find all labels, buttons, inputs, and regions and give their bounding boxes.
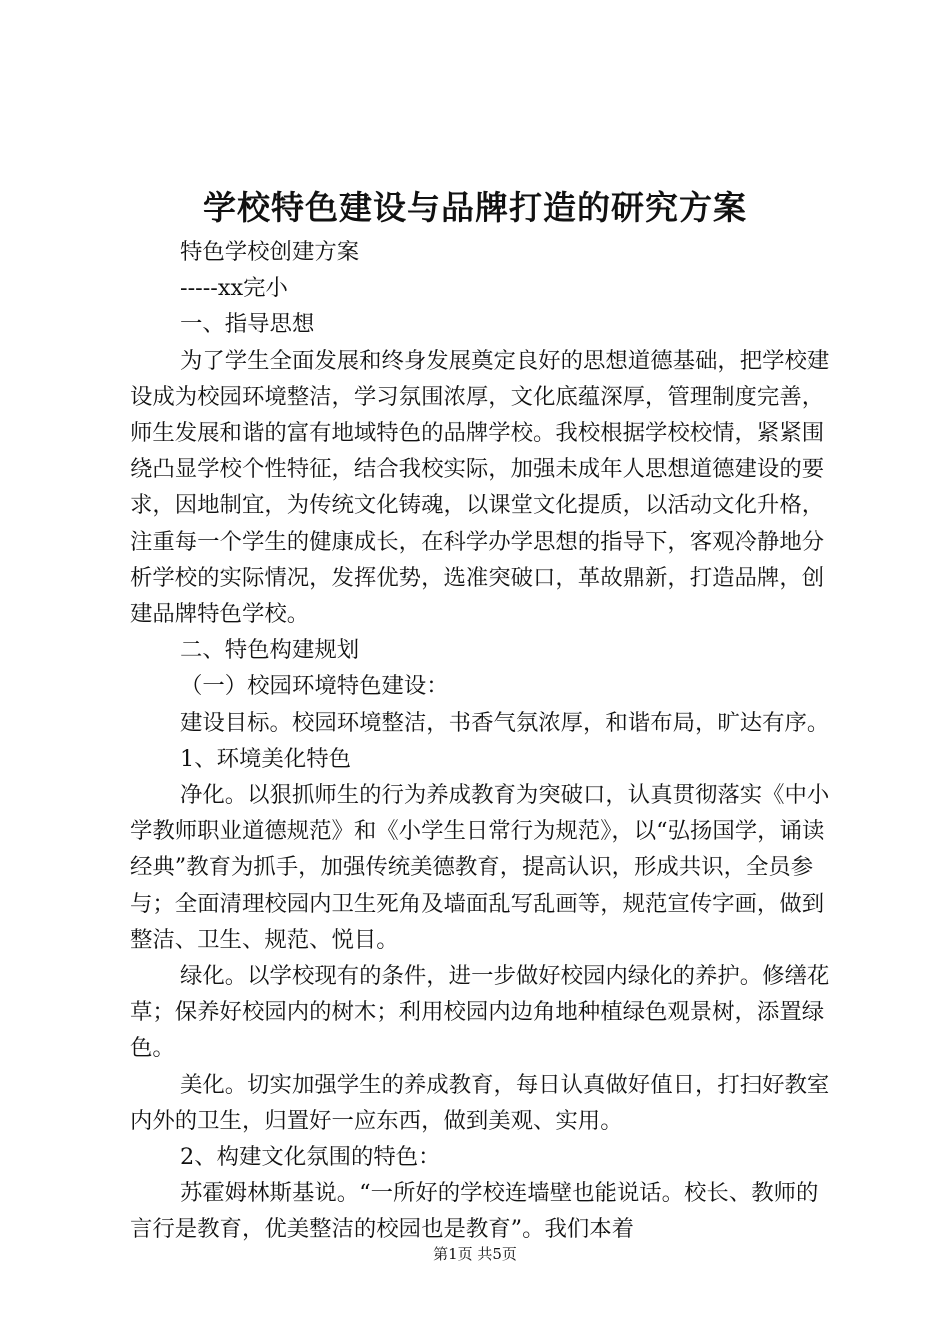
school-signature: -----xx完小 (180, 275, 288, 302)
paragraph-beautification: 美化。切实加强学生的养成教育，每日认真做好值日，打扫好教室内外的卫生，归置好一应东西，做到美观、实用。 (130, 1071, 830, 1134)
document-title: 学校特色建设与品牌打造的研究方案 (203, 188, 747, 227)
paragraph-guiding-thought: 为了学生全面发展和终身发展奠定良好的思想道德基础，把学校建设成为校园环境整洁，学习氛围浓厚，文化底蕴深厚，管理制度完善，师生发展和谐的富有地域特色的品牌学校。我校根据学校校情，紧紧围绕凸显学校个性特征，结合我校实际，加强未成年人思想道德建设的要求，因地制宜，为传统文化铸魂，以课堂文化提质，以活动文化升格，注重每一个学生的健康成长，在科学办学思想的指导下，客观冷静地分析学校的实际情况，发挥优势，选准突破口，革故鼎新，打造品牌，创建品牌特色学校。 (130, 347, 830, 628)
subsection-heading-1: （一）校园环境特色建设： (180, 673, 449, 700)
document-body (130, 234, 830, 1248)
section-heading-2: 二、特色构建规划 (180, 637, 360, 664)
page-footer: 第1页 共5页 (433, 1245, 517, 1263)
section-heading-1: 一、指导思想 (180, 311, 315, 338)
paragraph-construction-goal: 建设目标。校园环境整洁，书香气氛浓厚，和谐布局，旷达有序。 (180, 709, 830, 736)
item-heading-1: 1、环境美化特色 (180, 745, 351, 772)
paragraph-sukhomlinsky: 苏霍姆林斯基说。“一所好的学校连墙壁也能说话。校长、教师的言行是教育，优美整洁的校园也是教育”。我们本着 (130, 1180, 819, 1243)
paragraph-purification: 净化。以狠抓师生的行为养成教育为突破口，认真贯彻落实《中小学教师职业道德规范》和《小学生日常行为规范》，以“弘扬国学，诵读经典”教育为抓手，加强传统美德教育，提高认识，形成共识，全员参与；全面清理校园内卫生死角及墙面乱写乱画等，规范宣传字画，做到整洁、卫生、规范、悦目。 (130, 782, 830, 953)
item-heading-2: 2、构建文化氛围的特色： (180, 1144, 441, 1171)
subtitle: 特色学校创建方案 (180, 239, 360, 265)
paragraph-greening: 绿化。以学校现有的条件，进一步做好校园内绿化的养护。修缮花草；保养好校园内的树木；利用校园内边角地种植绿色观景树，添置绿色。 (130, 963, 830, 1062)
